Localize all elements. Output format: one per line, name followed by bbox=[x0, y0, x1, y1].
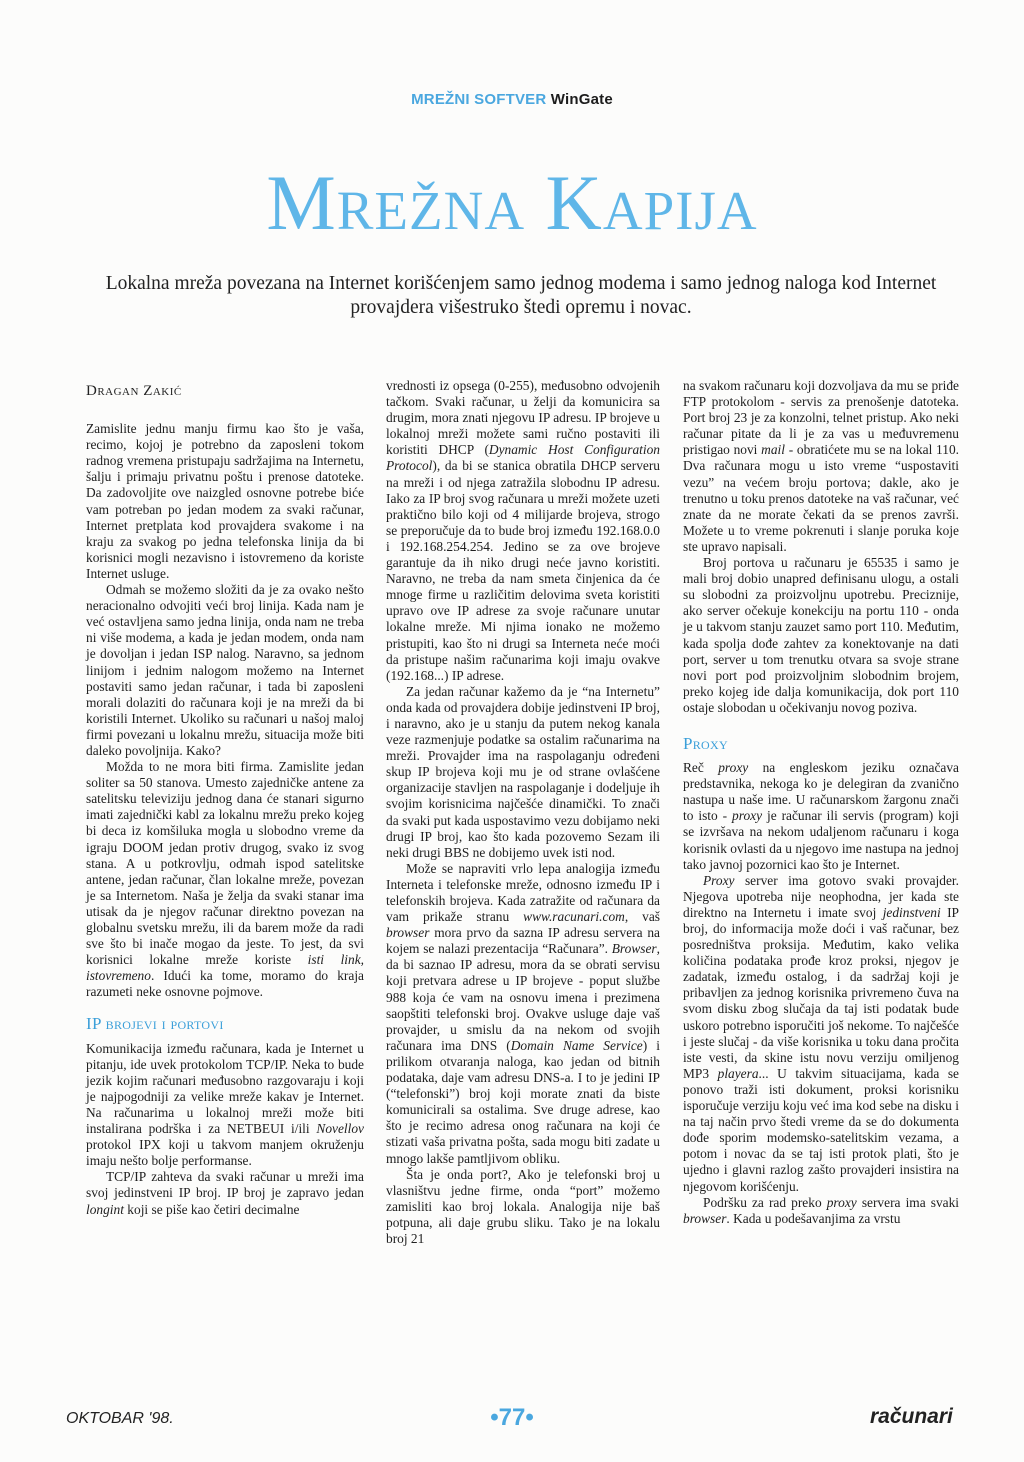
paragraph: Reč proxy na engleskom jeziku označava predstavnika, nekoga ko je delegiran da zvanično nastupa u naše ime. U računarskom žargonu znači to isto - proxy je računar ili servis (program) koji se izvršava na nekom udaljenom računaru i koga korisnik ovlasti da u njegovo ime nastupa na jednoj tako javnoj pozornici kao što je Internet. bbox=[683, 760, 960, 872]
paragraph: Proxy server ima gotovo svaki provajder. Njegova upotreba nije neophodna, jer kada ste direktno na Internetu i imate svoj jedinstveni IP broj, do informacija može doći i vaš računar, bez posredništva proksija. Međutim, kako velika količina podataka prođe kroz proksi, njegov je zadatak, između ostalog, i da sadržaj koji je pribavljen za jednog korisnika privremeno čuva na svom disku zbog slučaja da taj isti podatak bude uskoro potrebno isporučiti još nekome. To najčešće i jeste slučaj - da više korisnika u toku dana pročita iste vesti, da skine istu novu verziju omiljenog MP3 playera... U takvim situacijama, kada se ponovo traži isti dokument, proksi korisniku isporučuje verziju koju već ima kod sebe na disku i na taj način prvo štedi vreme da se do dokumenta dođe sporim modemsko-satelitskim vezama, a potom i novac da se taj isti protok plati, što je ujedno i glavni razlog zašto provajderi insistira na njegovom korišćenju. bbox=[683, 872, 959, 1194]
paragraph: Broj portova u računaru je 65535 i samo je mali broj dobio unapred definisanu ulogu, a ostali su slobodni za proizvoljnu upotrebu. Preciznije, ako server očekuje konekciju na portu 110 - onda je u takvom stanju zauzet samo port 110. Međutim, kada spolja dođe zahtev za konektovanje na dati port, server u tom trenutku otvara sa svoje strane novi port pod proizvoljnim slobodnim brojem, preko kojeg ide dalja komunikacija, dok port 110 ostaje slobodan u očekivanju novog poziva. bbox=[683, 555, 959, 715]
paragraph: Podršku za rad preko proxy servera ima svaki browser. Kada u podešavanjima za vrstu bbox=[683, 1194, 960, 1226]
paragraph: TCP/IP zahteva da svaki računar u mreži ima svoj jedinstveni IP broj. IP broj je zapravo jedan longint koji se piše kao četiri decimalne bbox=[86, 1169, 364, 1217]
column-3 bbox=[683, 378, 959, 1227]
paragraph: Možda to ne mora biti firma. Zamislite jedan soliter sa 50 stanova. Umesto zajedničke antene za satelitsku televiziju jednog dana će stanari sigurno imati zajednički kabl za lokalnu mrežu preko kojeg bi deca iz komšiluka mogla u slobodno vreme da igraju DOOM jedan protiv drugog, svako iz svog stana. A u potkrovlju, odmah ispod satelitske antene, jedan računar, član lokalne mreže, povezan je sa Internetom. Naša je želja da svaki stanar ima utisak da je njegov računar direktno povezan na globalnu svetsku mrežu, ili da barem može da radi sve što bi inače mogao da jeste. To jest, da svi korisnici lokalne mreže koriste isti link, istovremeno. Idući ka tome, moramo do kraja razumeti neke osnovne pojmove. bbox=[86, 759, 364, 1000]
paragraph: Zamislite jednu manju firmu kao što je vaša, recimo, kojoj je potrebno da zaposleni tokom radnog vremena pristupaju sadržajima na Internetu, šalju i primaju privatnu poštu i prenose datoteke. Da zadovoljite ove naizgled osnovne potrebe biće vam potreban po jedan modem za svaki računar, Internet pretplata kod provajdera svakome i na kraju za svakog po jedna telefonska linija da bi korisnici mogli nezavisno i istovremeno da koriste Internet usluge. bbox=[86, 421, 364, 581]
paragraph: na svakom računaru koji dozvoljava da mu se priđe FTP protokolom - servis za prenošenje datoteka. Port broj 23 je za konzolni, telnet pristup. Ako neki računar pitate da li je za vas u međuvremenu pristigao novi mail - obratićete mu se na lokal 110. Dva računara mogu u isto vreme “uspostaviti vezu” na većem broju portova; dakle, ako je trenutno u toku prenos datoteke na vaš računar, već znate da ne morate čekati da se prenos završi. Možete u to vreme pokrenuti i slanje poruka koje ste upravo napisali. bbox=[683, 378, 959, 554]
column-2 bbox=[386, 378, 660, 1247]
paragraph: Može se napraviti vrlo lepa analogija između Interneta i telefonske mreže, odnosno između IP i telefonskih brojeva. Kada zatražite od računara da vam prikaže stranu www.racunari.com, vaš browser mora prvo da sazna IP adresu servera na kojem se nalazi prezentacija “Računara”. Browser, da bi saznao IP adresu, mora da se obrati servisu koji pretvara adrese u IP brojeve - poput službe 988 koja će vam na osnovu imena i prezimena saopštiti telefonski broj. Ovakve usluge daje vaš provajder, u smislu da na nekom od svojih računara ima DNS (Domain Name Service) i prilikom otvaranja naloga, kao jedan od bitnih podataka, daje vam adresu DNS-a. I to je jedini IP (“telefonski”) broj koji morate znati da biste komunicirali sa ostalima. Sve druge adrese, kao što je recimo adresa onog računara na koji će stizati vaša privatna pošta, sada mogu biti zadate u mnogo lakše pamtljivom obliku. bbox=[386, 860, 661, 1166]
subheading-ip: IP brojevi i portovi bbox=[86, 1014, 224, 1034]
column-1 bbox=[86, 378, 364, 1218]
subheading-proxy: Proxy bbox=[683, 733, 728, 753]
section-header bbox=[0, 91, 1024, 108]
paragraph: Komunikacija između računara, kada je Internet u pitanju, ide uvek protokolom TCP/IP. Neka to bude jezik kojim računari međusobno razgovaraju i koji je najpogodniji za velike mreže kakav je Internet. Na računarima u lokalnoj mreži može biti instalirana podrška i za NETBEUI i/ili Novellov protokol IPX koji u takvom manjem okruženju imaju nešto bolje performanse. bbox=[86, 1040, 364, 1169]
paragraph: Odmah se možemo složiti da je za ovako nešto neracionalno odvojiti veći broj linija. Kada nam je već ostavljena samo jedna linija, onda nam ne treba ni više modema, a kada je jedan modem, onda nam je dovoljan i jedan ISP nalog. Naravno, sa jednom linijom i jednim nalogom možemo na Internet postaviti samo jedan računar, i tada bi zaposleni morali dolaziti do računara koji je na mreži da bi koristili Internet. Ukoliko su računari u našoj maloj firmi povezani u lokalnu mrežu, situacija može biti daleko povoljnija. Kako? bbox=[86, 582, 364, 758]
article-title: Mrežna Kapija bbox=[266, 159, 758, 246]
section-label: MREŽNI SOFTVER bbox=[411, 91, 547, 108]
author-byline: Dragan Zakić bbox=[86, 383, 182, 399]
paragraph: Za jedan računar kažemo da je “na Internetu” onda kada od provajdera dobije jedinstveni IP broj, i naravno, ako je u stanju da putem nekog kanala veze razmenjuje podatke sa ostalim računarima na mreži. Provajder ima na raspolaganju određeni skup IP brojeva koji mu je od strane ovlašćene organizacije stavljen na raspolaganje i dodeljuje ih svojim korisnicima najčešće dinamički. To znači da svaki put kada uspostavimo vezu dobijamo neki drugi IP broj, kao što kada pozovemo Sezam ili neki drugi BBS ne dobijemo uvek isti nod. bbox=[386, 683, 660, 860]
issue-date: OKTOBAR '98. bbox=[66, 1410, 174, 1427]
product-label: WinGate bbox=[550, 91, 613, 108]
paragraph: vrednosti iz opsega (0-255), međusobno odvojenih tačkom. Svaki računar, u želji da komunicira sa drugim, mora znati njegovu IP adresu. IP brojeve u lokalnoj mreži možete sami ručno postaviti ili koristiti DHCP (Dynamic Host Configuration Protocol), da bi se stanica obratila DHCP serveru na mreži i od njega zatražila slobodnu IP adresu. Iako za IP broj svog računara u mreži možete uzeti praktično bilo koji od 4 milijarde brojeva, strogo se preporučuje da to bude broj između 192.168.0.0 i 192.168.254.254. Jedino se za ove brojeve garantuje da ih niko drugi neće javno koristiti. Naravno, ne treba da nam smeta činjenica da će mnoge firme u različitim delovima sveta koristiti upravo ove IP adrese za svoje računare unutar lokalne mreže. Mi njima ionako ne možemo pristupiti, kao što ni drugi sa Interneta neće moći da pristupe našim računarima koji imaju ovakve (192.168...) IP adrese. bbox=[386, 378, 660, 683]
paragraph: Šta je onda port?, Ako je telefonski broj u vlasništvu jedne firme, onda “port” možemo zamisliti kao broj lokala. Analogija nije baš potpuna, ali daje grubu sliku. Tako je na lokalu broj 21 bbox=[386, 1166, 660, 1246]
magazine-logo: računari bbox=[870, 1405, 953, 1428]
page-number: •77• bbox=[490, 1404, 534, 1431]
article-lead: Lokalna mreža povezana na Internet korišćenjem samo jednog modema i samo jednog naloga kod Internet provajdera višestruko štedi opremu i novac. bbox=[105, 273, 937, 318]
